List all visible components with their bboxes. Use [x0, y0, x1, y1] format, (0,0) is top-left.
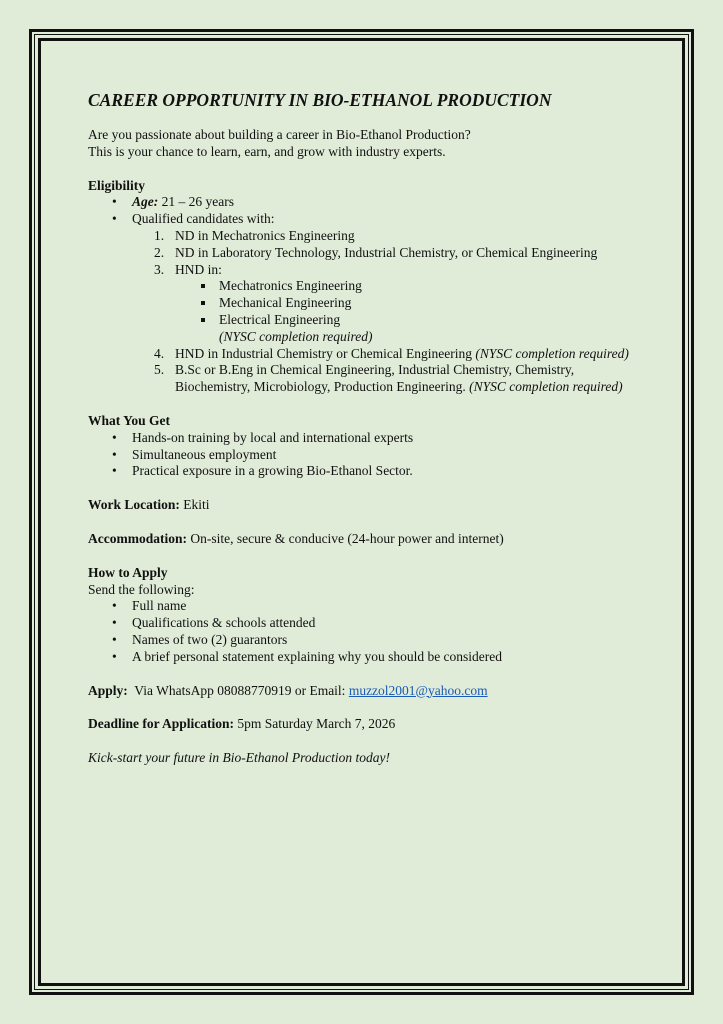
apply-line — [88, 683, 648, 700]
benefit-item: • Simultaneous employment — [88, 447, 648, 464]
item-number: 5. — [154, 362, 165, 378]
work-location-label: Work Location: — [88, 497, 180, 513]
intro-line-1: Are you passionate about building a career in Bio-Ethanol Production? — [88, 127, 471, 142]
qualification-item — [88, 262, 648, 279]
apply-text: Via WhatsApp 08088770919 or Email: — [127, 682, 349, 698]
requirements-list — [88, 598, 648, 665]
qualified-item: • Qualified candidates with: — [88, 211, 648, 228]
deadline-value: 5pm Saturday March 7, 2026 — [234, 716, 396, 732]
email-link[interactable]: muzzol2001@yahoo.com — [348, 682, 488, 698]
hnd-sub-item: Mechanical Engineering — [88, 295, 648, 312]
how-to-apply-lead: Send the following: — [88, 581, 195, 597]
qualification-text: B.Sc or B.Eng in Chemical Engineering, Industrial Chemistry, Chemistry, Biochemistry, Microbiology, Production Engineering. — [175, 362, 575, 395]
qualification-item — [88, 362, 648, 396]
item-number: 2. — [154, 244, 165, 260]
qualification-text: ND in Mechatronics Engineering — [175, 227, 355, 243]
qualification-item — [88, 228, 648, 245]
item-number: 3. — [154, 261, 165, 277]
age-item — [88, 194, 648, 211]
benefit-item: • Hands-on training by local and international experts — [88, 430, 648, 447]
deadline — [88, 716, 648, 733]
hnd-sub-item: Electrical Engineering — [88, 312, 648, 329]
hnd-sub-item: Mechatronics Engineering — [88, 278, 648, 295]
accommodation — [88, 531, 648, 548]
age-value: 21 – 26 years — [158, 194, 234, 210]
benefit-item: • Practical exposure in a growing Bio-Ethanol Sector. — [88, 463, 648, 480]
eligibility-list — [88, 194, 648, 228]
nysc-note: (NYSC completion required) — [475, 345, 629, 361]
what-you-get-section — [88, 413, 648, 480]
work-location-value: Ekiti — [179, 497, 210, 513]
closing-line: Kick-start your future in Bio-Ethanol Production today! — [88, 750, 390, 766]
qualification-item — [88, 245, 648, 262]
nysc-note: (NYSC completion required) — [469, 379, 623, 395]
how-to-apply-heading: How to Apply — [88, 564, 168, 580]
accommodation-label: Accommodation: — [88, 530, 187, 546]
qualification-list-continued — [88, 346, 648, 396]
page-title: CAREER OPPORTUNITY IN BIO-ETHANOL PRODUCTION — [88, 90, 552, 110]
hnd-sublist — [88, 278, 648, 328]
requirement-item: • Names of two (2) guarantors — [88, 632, 648, 649]
work-location — [88, 497, 648, 514]
age-label: Age: — [132, 194, 159, 210]
deadline-label: Deadline for Application: — [88, 716, 235, 732]
benefits-list — [88, 430, 648, 480]
item-number: 1. — [154, 227, 165, 243]
hnd-note: (NYSC completion required) — [219, 328, 373, 344]
qualification-list — [88, 228, 648, 278]
qualification-text: ND in Laboratory Technology, Industrial Chemistry, or Chemical Engineering — [175, 244, 598, 260]
intro-line-2: This is your chance to learn, earn, and grow with industry experts. — [88, 143, 446, 159]
intro — [88, 127, 648, 161]
qualification-text: HND in: — [175, 261, 222, 277]
accommodation-value: On-site, secure & conducive (24-hour power and internet) — [186, 530, 504, 546]
how-to-apply-section — [88, 565, 648, 666]
item-number: 4. — [154, 345, 165, 361]
apply-label: Apply: — [88, 682, 128, 698]
requirement-item: • Full name — [88, 598, 648, 615]
requirement-item: • A brief personal statement explaining why you should be considered — [88, 649, 648, 666]
eligibility-heading: Eligibility — [88, 177, 146, 193]
flyer-content — [88, 90, 648, 767]
what-you-get-heading: What You Get — [88, 412, 171, 428]
qualification-item — [88, 346, 648, 363]
qualification-text: HND in Industrial Chemistry or Chemical Engineering — [175, 345, 476, 361]
eligibility-section — [88, 178, 648, 396]
requirement-item: • Qualifications & schools attended — [88, 615, 648, 632]
